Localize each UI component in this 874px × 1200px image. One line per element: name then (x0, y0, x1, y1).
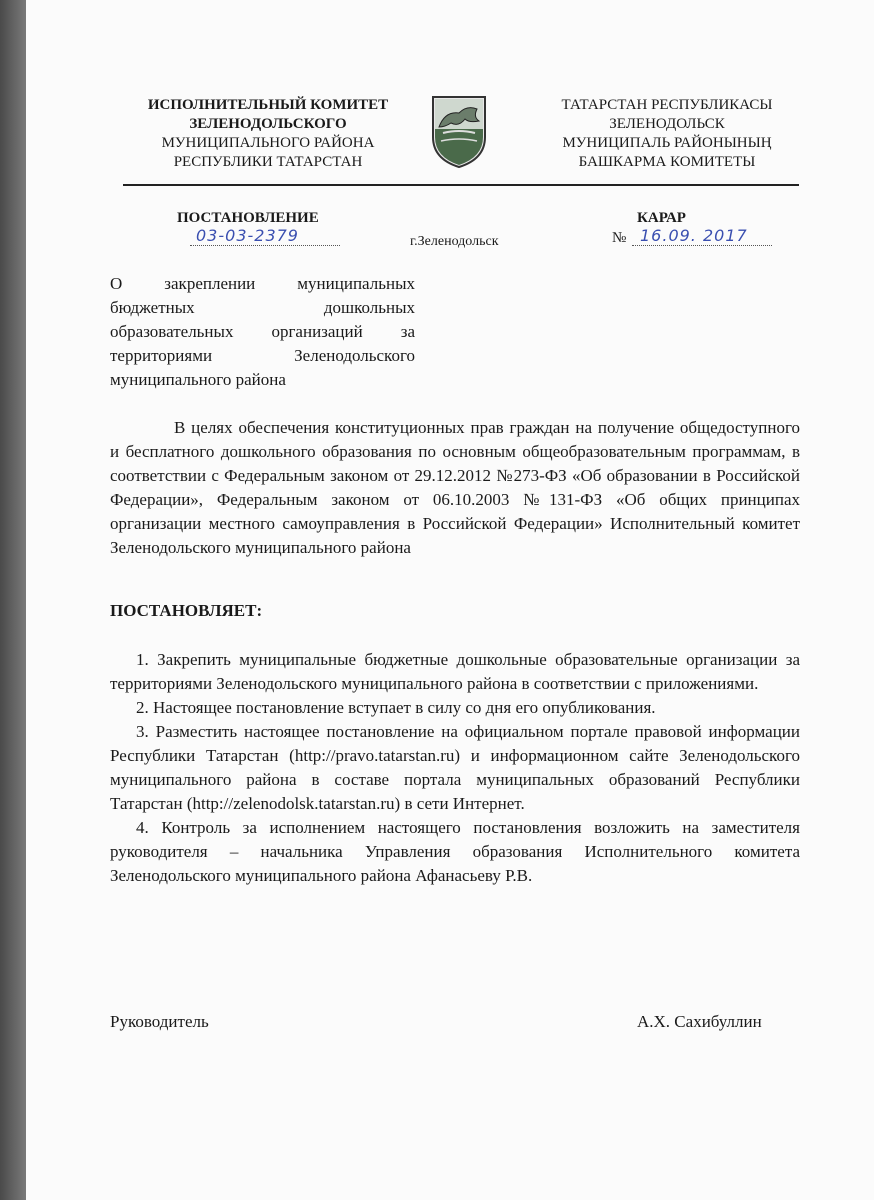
doc-type-ru: ПОСТАНОВЛЕНИЕ (177, 210, 319, 226)
decree-item: 4. Контроль за исполнением настоящего постановления возложить на заместителя руководителя – начальника Управления образования Исполнительного комитета Зеленодольского муниципального района Афанасьеву Р.В. (110, 818, 800, 885)
decree-item: 1. Закрепить муниципальные бюджетные дошкольные образовательные организации за территориями Зеленодольского муниципального района в соответствии с приложениями. (110, 650, 800, 693)
header-left-line4: РЕСПУБЛИКИ ТАТАРСТАН (173, 154, 363, 170)
date-underline (632, 245, 772, 246)
doc-number-handwritten: 03-03-2379 (196, 226, 299, 245)
header-divider (123, 184, 799, 186)
city-label: г.Зеленодольск (410, 234, 499, 249)
header-right-line1: ТАТАРСТАН РЕСПУБЛИКАСЫ (561, 97, 773, 113)
decree-heading: ПОСТАНОВЛЯЕТ: (110, 601, 263, 620)
doc-type-tt: КАРАР (637, 210, 686, 226)
header-left-line3: МУНИЦИПАЛЬНОГО РАЙОНА (161, 135, 375, 151)
header-right-line2: ЗЕЛЕНОДОЛЬСК (609, 116, 725, 132)
header-left-line2: ЗЕЛЕНОДОЛЬСКОГО (189, 116, 347, 132)
number-underline (190, 245, 340, 246)
header-right-block (512, 96, 822, 172)
coat-of-arms-emblem (429, 93, 489, 169)
signature-name: А.Х. Сахибуллин (637, 1012, 762, 1031)
decree-item: 3. Разместить настоящее постановление на официальном портале правовой информации Республики Татарстан (http://pravo.tatarstan.ru) и информационном сайте Зеленодольского муниципального района в составе портала муниципальных образований Республики Татарстан (http://zelenodolsk.tatarstan.ru) в сети Интернет. (110, 722, 800, 813)
header-left-line1: ИСПОЛНИТЕЛЬНЫЙ КОМИТЕТ (147, 97, 389, 113)
signature-title: Руководитель (110, 1012, 209, 1031)
subject-paragraph: О закреплении муниципальных бюджетных дошкольных образовательных организаций за территориями Зеленодольского муниципального района (110, 274, 415, 389)
preamble-paragraph: В целях обеспечения конституционных прав граждан на получение общедоступного и бесплатного дошкольного образования по основным общеобразовательным программам, в соответствии с Федеральным законом от 29.12.2012 №273-ФЗ «Об образовании в Российской Федерации», Федеральным законом от 06.10.2003 №131-ФЗ «Об общих принципах организации местного самоуправления в Российской Федерации» Исполнительный комитет Зеленодольского муниципального района (110, 418, 800, 557)
header-right-line4: БАШКАРМА КОМИТЕТЫ (578, 154, 756, 170)
header-right-line3: МУНИЦИПАЛЬ РАЙОНЫНЫҢ (562, 135, 772, 151)
decree-item: 2. Настоящее постановление вступает в силу со дня его опубликования. (136, 698, 656, 717)
header-left-block (108, 96, 428, 172)
decree-items-list (110, 648, 800, 888)
number-sign: № (612, 230, 627, 246)
date-handwritten: 16.09. 2017 (640, 226, 748, 245)
scan-edge (0, 0, 26, 1200)
